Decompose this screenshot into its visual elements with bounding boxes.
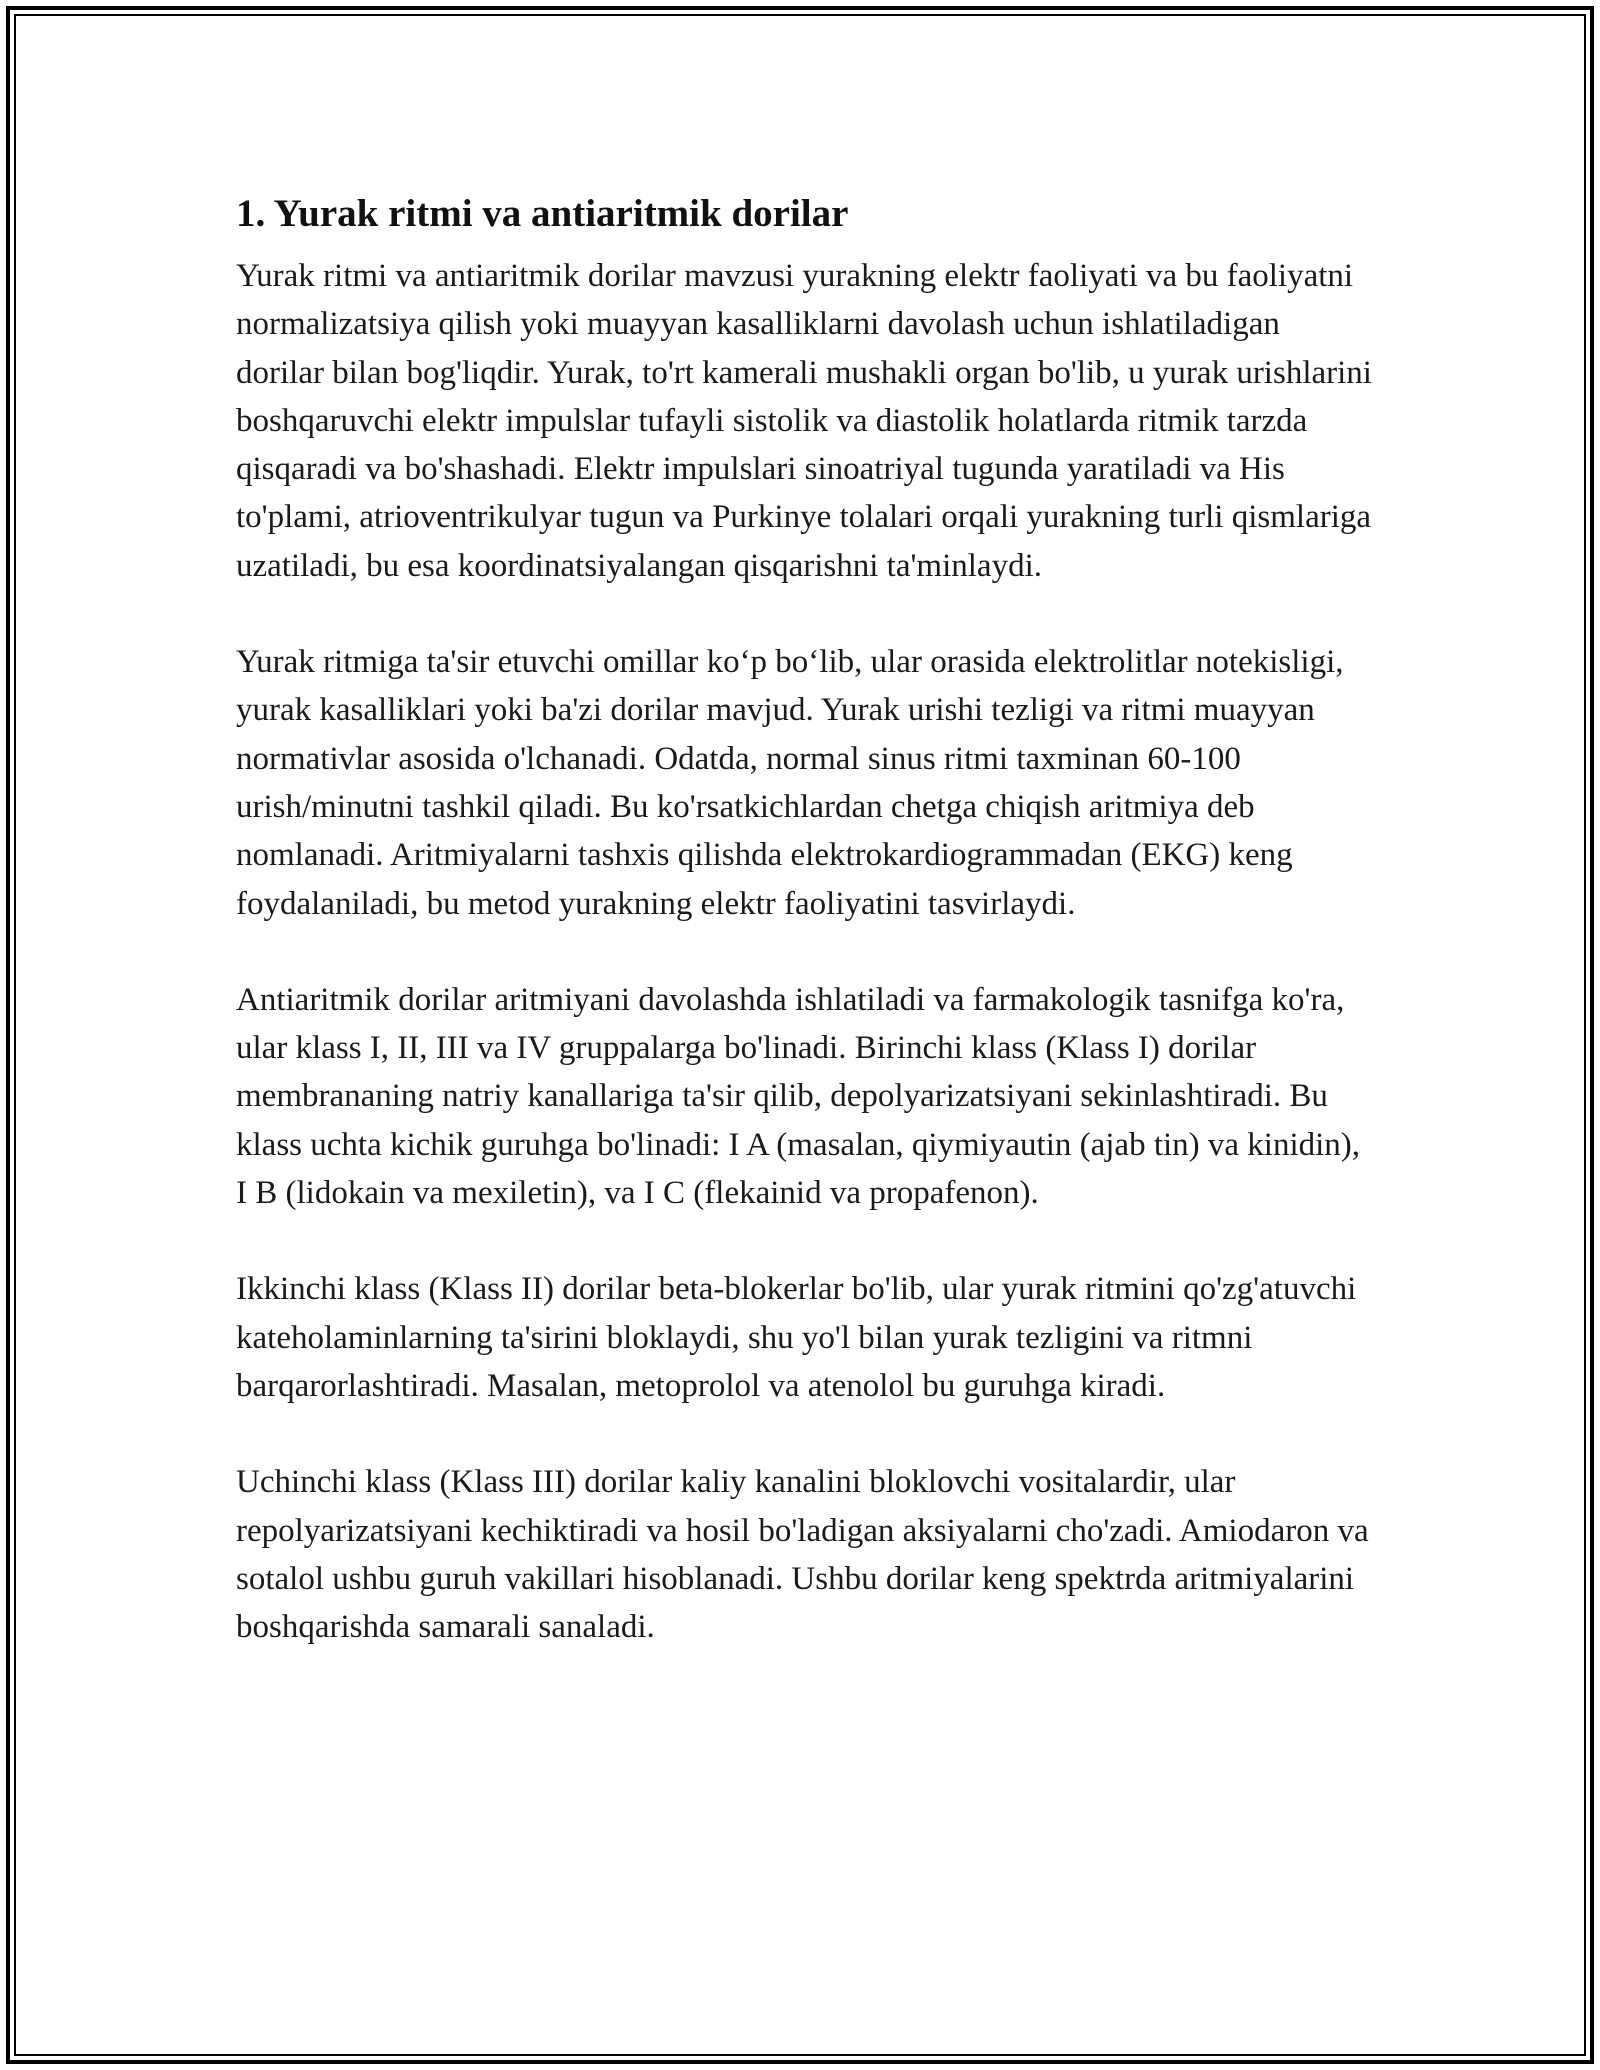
- paragraph-class-two: Ikkinchi klass (Klass II) dorilar beta-blokerlar bo'lib, ular yurak ritmini qo'zg'atuvchi kateholaminlarning ta'sirini bloklaydi, shu yo'l bilan yurak tezligini va ritmni barqarorlashtiradi. Masalan, metoprolol va atenolol bu guruhga kiradi.: [236, 1271, 1357, 1404]
- paragraph-rhythm-factors: Yurak ritmiga ta'sir etuvchi omillar koʻp boʻlib, ular orasida elektrolitlar notekisligi, yurak kasalliklari yoki ba'zi dorilar mavjud. Yurak urishi tezligi va ritmi muayyan normativlar asosida o'lchanadi. Odatda, normal sinus ritmi taxminan 60-100 urish/minutni tashkil qiladi. Bu ko'rsatkichlardan chetga chiqish aritmiya deb nomlanadi. Aritmiyalarni tashxis qilishda elektrokardiogrammadan (EKG) keng foydalaniladi, bu metod yurakning elektr faoliyatini tasvirlaydi.: [236, 644, 1344, 922]
- paragraph-intro: Yurak ritmi va antiaritmik dorilar mavzusi yurakning elektr faoliyati va bu faoliyatni normalizatsiya qilish yoki muayyan kasalliklarni davolash uchun ishlatiladigan dorilar bilan bog'liqdir. Yurak, to'rt kamerali mushakli organ bo'lib, u yurak urishlarini boshqaruvchi elektr impulslar tufayli sistolik va diastolik holatlarda ritmik tarzda qisqaradi va bo'shashadi. Elektr impulslari sinoatriyal tugunda yaratiladi va His to'plami, atrioventrikulyar tugun va Purkinye tolalari orqali yurakning turli qismlariga uzatiladi, bu esa koordinatsiyalangan qisqarishni ta'minlaydi.: [236, 258, 1372, 584]
- paragraph-class-one: Antiaritmik dorilar aritmiyani davolashda ishlatiladi va farmakologik tasnifga ko'ra, ular klass I, II, III va IV gruppalarga bo'linadi. Birinchi klass (Klass I) dorilar membrananing natriy kanallariga ta'sir qilib, depolyarizatsiyani sekinlashtiradi. Bu klass uchta kichik guruhga bo'linadi: I A (masalan, qiymiyautin (ajab tin) va kinidin), I B (lidokain va mexiletin), va I C (flekainid va propafenon).: [236, 981, 1361, 1212]
- document-body: [236, 186, 1376, 1699]
- paragraph-class-three: Uchinchi klass (Klass III) dorilar kaliy kanalini bloklovchi vositalardir, ular repolyarizatsiyani kechiktiradi va hosil bo'ladigan aksiyalarni cho'zadi. Amiodaron va sotalol ushbu guruh vakillari hisoblanadi. Ushbu dorilar keng spektrda aritmiyalarini boshqarishda samarali sanaladi.: [236, 1464, 1369, 1646]
- section-heading: 1. Yurak ritmi va antiaritmik dorilar: [236, 192, 849, 235]
